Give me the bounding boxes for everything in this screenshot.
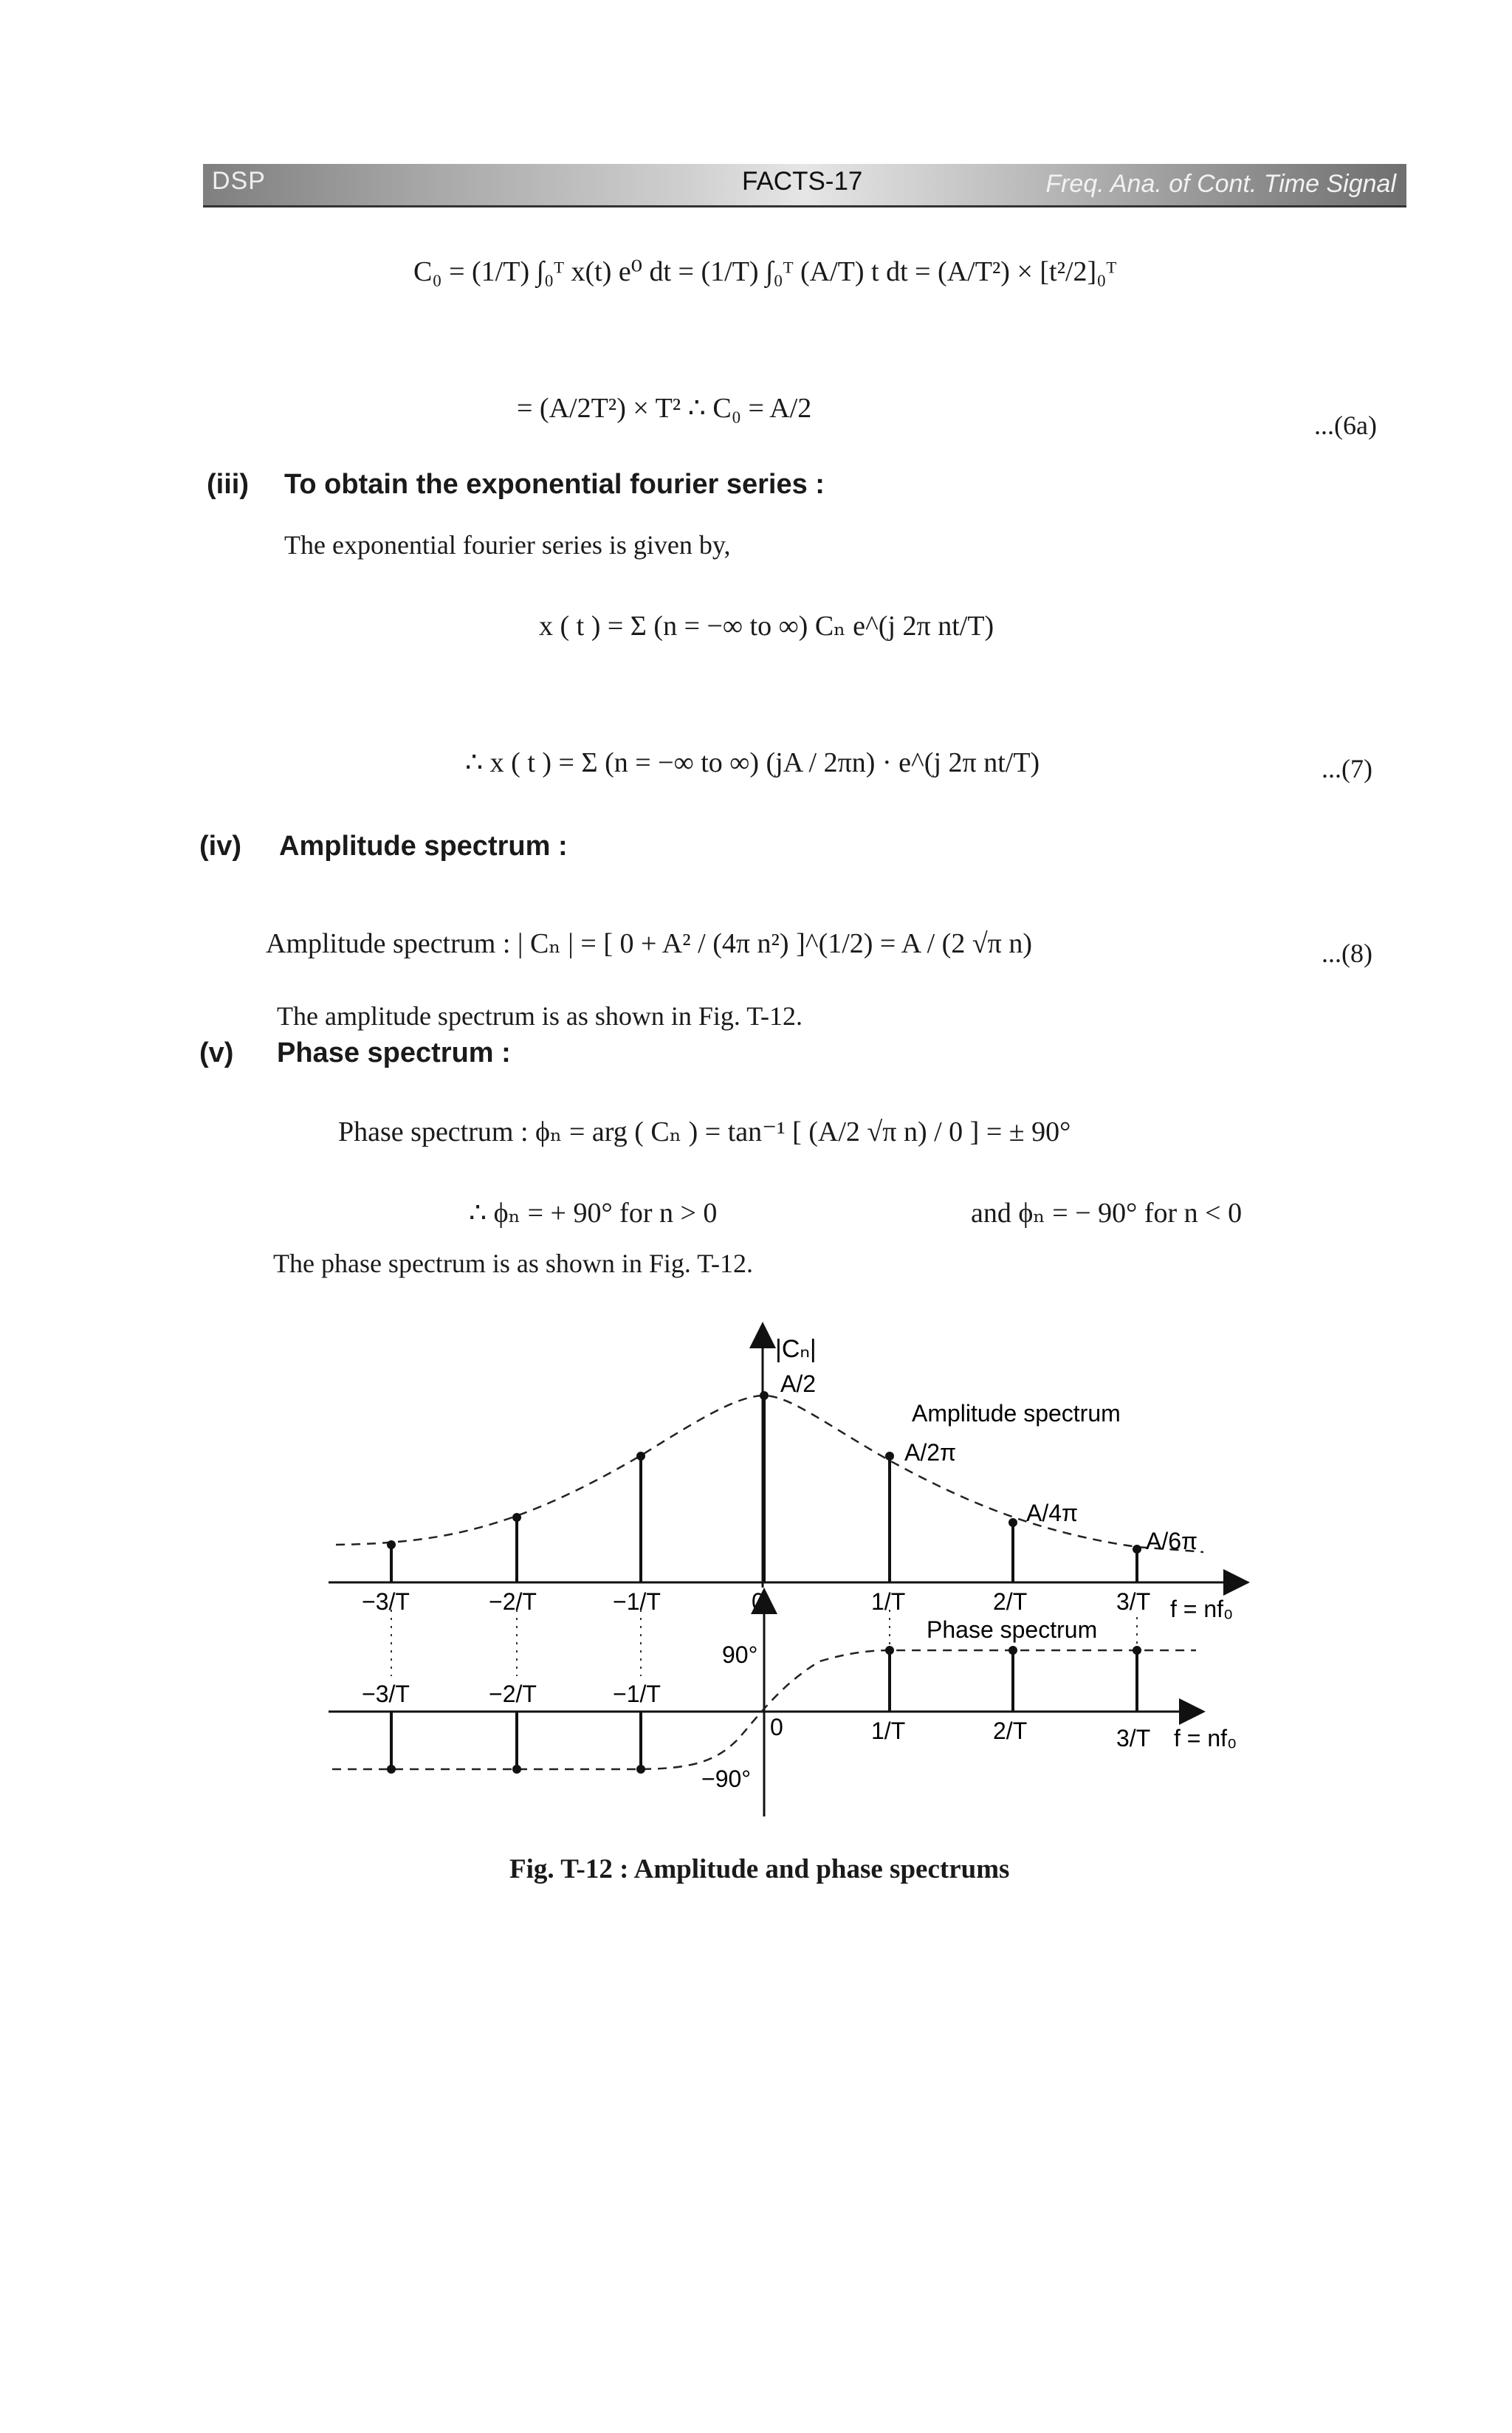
amp-axis-label: |Cₙ| [775, 1335, 817, 1363]
phase-freq-label: f = nf₀ [1174, 1725, 1237, 1751]
phase-value-neg90: −90° [701, 1765, 752, 1792]
phase-origin-label: 0 [770, 1714, 783, 1740]
phase-value-90: 90° [722, 1641, 758, 1668]
amp-title: Amplitude spectrum [912, 1400, 1121, 1427]
equation-phase-2: ∴ ϕₙ = + 90° for n > 0 [469, 1198, 718, 1229]
header-page-number: FACTS-17 [742, 167, 863, 196]
amp-point-neg3 [387, 1540, 396, 1549]
phase-point-neg1 [636, 1765, 645, 1774]
amp-freq-label: f = nf₀ [1170, 1596, 1234, 1622]
amp-tick-0: 0 [752, 1588, 765, 1615]
phase-title: Phase spectrum [927, 1616, 1098, 1643]
equation-6a-line2: = (A/2T²) × T² ∴ C₀ = A/2 [517, 393, 812, 424]
section-v-number: (v) [199, 1037, 234, 1068]
phase-tick-pos1: 1/T [871, 1717, 906, 1744]
phase-tick-pos2: 2/T [993, 1717, 1028, 1744]
amp-value-a4pi: A/4π [1026, 1500, 1079, 1526]
equation-8: Amplitude spectrum : | Cₙ | = [ 0 + A² / (4π n²) ]^(1/2) = A / (2 √π n) [266, 928, 1033, 959]
amp-value-a6pi: A/6π [1146, 1528, 1198, 1554]
equation-phase-1: Phase spectrum : ϕₙ = arg ( Cₙ ) = tan⁻¹ [ (A/2 √π n) / 0 ] = ± 90° [338, 1116, 1071, 1147]
amp-point-neg1 [636, 1452, 645, 1461]
phase-point-neg3 [387, 1765, 396, 1774]
equation-number-6a: ...(6a) [1314, 411, 1377, 440]
phase-tick-neg3: −3/T [362, 1681, 410, 1707]
amp-tick-pos3: 3/T [1116, 1588, 1151, 1615]
amp-point-pos2 [1008, 1518, 1017, 1527]
header-left: DSP [212, 167, 266, 195]
equation-6a-line1: C₀ = (1/T) ∫₀ᵀ x(t) e⁰ dt = (1/T) ∫₀ᵀ (A/T) t dt = (A/T²) × [t²/2]₀ᵀ [413, 256, 1117, 287]
section-iii-text: The exponential fourier series is given by, [284, 530, 731, 560]
amp-tick-pos2: 2/T [993, 1588, 1028, 1615]
figure-caption: Fig. T-12 : Amplitude and phase spectrums [509, 1854, 1010, 1884]
section-iv-number: (iv) [199, 831, 241, 862]
equation-number-7: ...(7) [1322, 754, 1372, 783]
section-v-title: Phase spectrum : [277, 1037, 511, 1068]
section-iii-number: (iii) [207, 469, 249, 500]
phase-tick-neg1: −1/T [613, 1681, 661, 1707]
section-iii-title: To obtain the exponential fourier series : [284, 469, 825, 500]
amp-value-a2pi: A/2π [904, 1439, 957, 1466]
phase-point-pos1 [885, 1646, 894, 1655]
amp-tick-pos1: 1/T [871, 1588, 906, 1615]
equation-number-8: ...(8) [1322, 938, 1372, 968]
phase-point-neg2 [512, 1765, 521, 1774]
amp-point-pos1 [885, 1452, 894, 1461]
section-iv-title: Amplitude spectrum : [279, 831, 568, 862]
header-chapter: Freq. Ana. of Cont. Time Signal [1045, 170, 1396, 198]
amp-tick-neg2: −2/T [489, 1588, 537, 1615]
equation-phase-3: and ϕₙ = − 90° for n < 0 [971, 1198, 1243, 1229]
amp-point-neg2 [512, 1513, 521, 1522]
amp-tick-neg3: −3/T [362, 1588, 410, 1615]
amp-tick-neg1: −1/T [613, 1588, 661, 1615]
phase-point-pos3 [1133, 1646, 1141, 1655]
phase-point-pos2 [1008, 1646, 1017, 1655]
amp-value-a2: A/2 [780, 1370, 817, 1397]
equation-fourier-series: x ( t ) = Σ (n = −∞ to ∞) Cₙ e^(j 2π nt/T) [539, 611, 994, 642]
equation-7: ∴ x ( t ) = Σ (n = −∞ to ∞) (jA / 2πn) · e^(j 2π nt/T) [465, 747, 1040, 778]
amp-point-pos3 [1133, 1545, 1141, 1554]
section-v-note: The phase spectrum is as shown in Fig. T-12. [273, 1249, 753, 1278]
phase-tick-neg2: −2/T [489, 1681, 537, 1707]
section-iv-note: The amplitude spectrum is as shown in Fig. T-12. [277, 1001, 803, 1031]
phase-tick-pos3: 3/T [1116, 1725, 1151, 1751]
amp-point-0 [760, 1391, 769, 1400]
